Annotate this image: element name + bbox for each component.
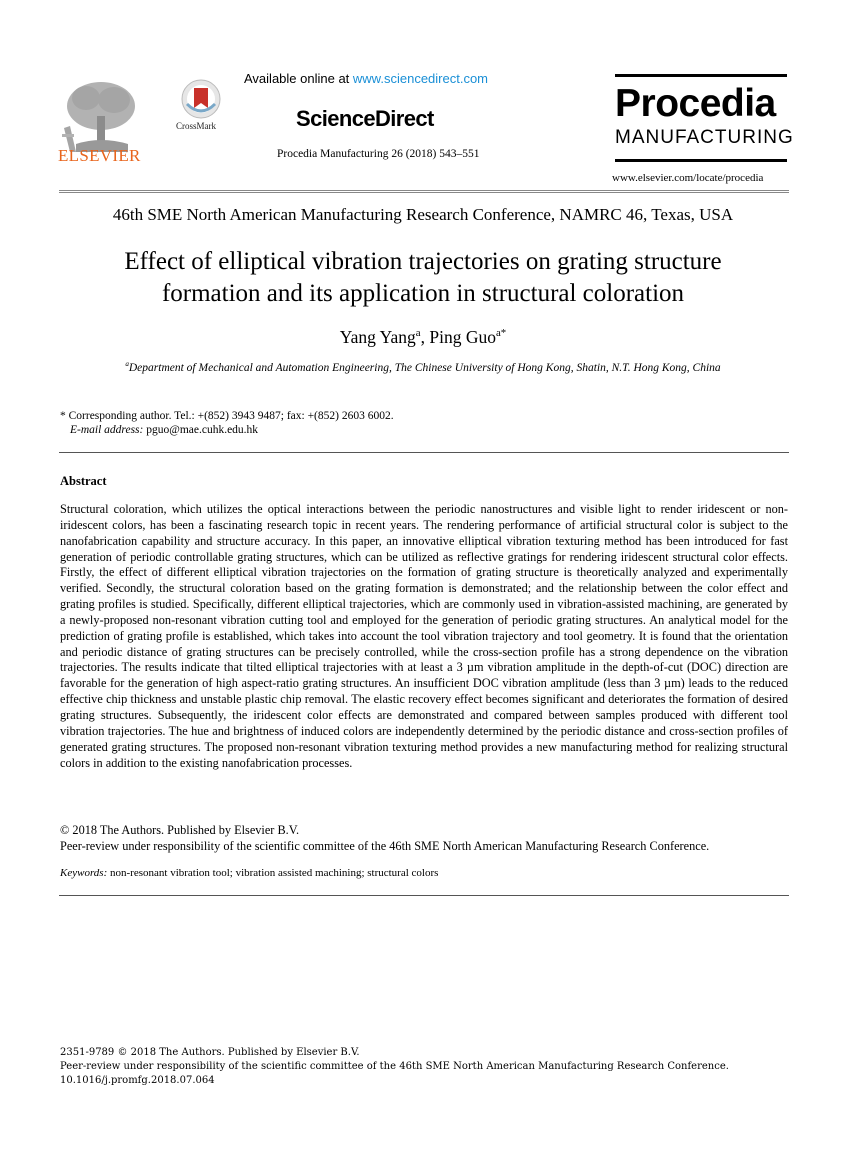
- journal-reference: Procedia Manufacturing 26 (2018) 543–551: [277, 148, 480, 160]
- procedia-bottom-rule: [615, 159, 787, 162]
- corresponding-author: * Corresponding author. Tel.: +(852) 3943 9487; fax: +(852) 2603 6002.: [60, 410, 394, 422]
- email-address[interactable]: pguo@mae.cuhk.edu.hk: [143, 424, 259, 436]
- sciencedirect-link[interactable]: www.sciencedirect.com: [352, 71, 489, 86]
- author-1-affil: a: [415, 327, 421, 340]
- crossmark-label: CrossMark: [176, 121, 216, 131]
- affiliation-text: Department of Mechanical and Automation Engineering, The Chinese University of Hong Kong, Shatin, N.T. Hong Kong, China: [128, 362, 721, 374]
- peer-review-line: Peer-review under responsibility of the scientific committee of the 46th SME North American Manufacturing Research Conference.: [60, 839, 710, 853]
- footer-issn: 2351-9789 © 2018 The Authors. Published by Elsevier B.V.: [60, 1047, 360, 1058]
- conference-name: 46th SME North American Manufacturing Research Conference, NAMRC 46, Texas, USA: [112, 205, 734, 224]
- procedia-top-rule: [615, 74, 787, 77]
- keywords-text: non-resonant vibration tool; vibration assisted machining; structural colors: [107, 867, 439, 879]
- keywords-line: [60, 867, 438, 879]
- header-divider: [59, 190, 789, 191]
- header-divider-2: [59, 192, 789, 193]
- footer-peer-review: Peer-review under responsibility of the scientific committee of the 46th SME North American Manufacturing Research Conference.: [60, 1061, 729, 1072]
- procedia-subtitle: MANUFACTURING: [615, 127, 794, 148]
- abstract-bottom-rule: [59, 895, 789, 896]
- author-2-affil: a*: [495, 327, 507, 340]
- abstract-top-rule: [59, 452, 789, 453]
- author-list: [0, 327, 846, 348]
- footer-doi[interactable]: 10.1016/j.promfg.2018.07.064: [60, 1075, 215, 1086]
- procedia-wordmark: Procedia: [615, 82, 776, 125]
- affiliation-marker: a: [125, 360, 129, 369]
- author-2: Ping Guo: [429, 327, 496, 347]
- paper-title: [60, 246, 786, 310]
- copyright-line: © 2018 The Authors. Published by Elsevier B.V.: [60, 823, 300, 837]
- journal-url[interactable]: www.elsevier.com/locate/procedia: [612, 172, 764, 184]
- affiliation: [0, 362, 846, 374]
- crossmark-icon[interactable]: [178, 78, 224, 120]
- email-line: [70, 424, 258, 436]
- keywords-label: Keywords:: [60, 867, 108, 879]
- sciencedirect-wordmark: ScienceDirect: [296, 106, 434, 131]
- availability-prefix: Available online at: [244, 71, 353, 86]
- author-1: Yang Yang: [339, 327, 416, 347]
- email-label: E-mail address:: [70, 424, 144, 436]
- abstract-heading: Abstract: [60, 474, 107, 488]
- elsevier-wordmark: ELSEVIER: [58, 146, 141, 165]
- availability-line: [244, 71, 488, 86]
- title-line-2: formation and its application in structural coloration: [161, 280, 685, 307]
- author-separator: ,: [420, 327, 430, 347]
- title-line-1: Effect of elliptical vibration trajectories on grating structure: [124, 248, 722, 275]
- abstract-text: Structural coloration, which utilizes the optical interactions between the periodic nanostructures and visible light to render iridescent or non-iridescent colors, has been a fascinating research topic in recent years. The rendering performance of artificial structural color is subject to the nanofabrication capability and structure accuracy. In this paper, an innovative elliptical vibration texturing method has been introduced for fast generation of periodic controllable grating structures, which can be utilized as reflective gratings for rendering iridescent structural color effects. Firstly, the effect of different elliptical vibration trajectories on the formation of grating structure is theoretically analyzed and experimentally verified. Secondly, the structural coloration based on the grating formation is demonstrated; and the relationship between the color effect and grating profiles is studied. Specifically, different elliptical trajectories, which are commonly used in vibration-assisted machining, are generated by a newly-proposed non-resonant vibration cutting tool and employed for the generation of periodic grating structures. An analytical model for the prediction of grating profile is established, which takes into account the tool vibration trajectory and tool geometry. It is found that the orientation and periodic distance of grating structures can be precisely controlled, while the cross-section profile has a strong dependence on the vibration trajectories. The results indicate that tilted elliptical trajectories with at least a 3 µm vibration amplitude in the depth-of-cut (DOC) direction are favorable for the generation of high aspect-ratio grating structures. An insufficient DOC vibration amplitude (less than 3 µm) leads to the reduced effective chip thickness and unstable plastic chip removal. The elastic recovery effect becomes significant and deteriorates the formation of desired grating structures. Subsequently, the iridescent color effects are demonstrated and compared between samples produced with different tool vibration trajectories. The hue and brightness of induced colors are independently determined by the periodic distance and cross-section profiles of generated grating structures. The proposed non-resonant vibration texturing method provides a new manufacturing method for realizing structural colors in addition to the existing nanofabrication processes.: [60, 502, 788, 770]
